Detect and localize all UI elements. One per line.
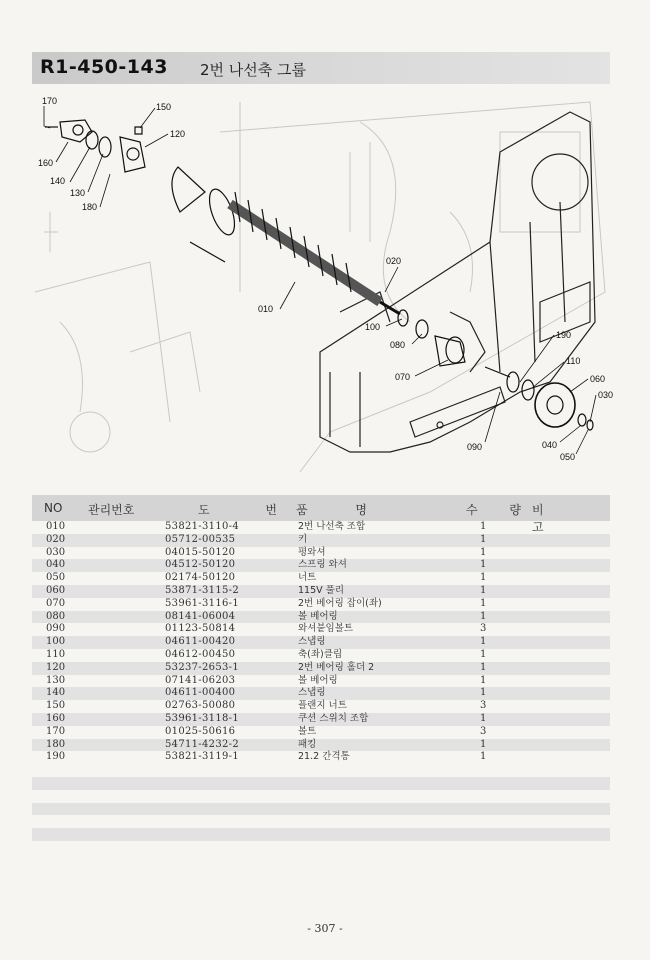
row-qty: 1 [480, 521, 487, 532]
row-qty: 1 [480, 610, 487, 622]
row-part-number: 07141-06203 [165, 674, 236, 686]
row-part-number: 54711-4232-2 [165, 738, 239, 750]
callout-170: 170 [42, 96, 58, 106]
row-no: 100 [46, 636, 66, 648]
group-code: R1-450-143 [40, 56, 168, 78]
row-part-number: 53961-3118-1 [165, 712, 239, 724]
table-row [32, 623, 610, 636]
col-remark: 비 고 [532, 503, 566, 534]
row-part-number: 53961-3116-1 [165, 597, 239, 609]
blank-row [32, 815, 610, 828]
row-part-number: 53821-3110-4 [165, 521, 239, 532]
row-qty: 1 [480, 533, 487, 545]
callout-150: 150 [156, 102, 172, 112]
parts-table [32, 495, 610, 841]
row-qty: 1 [480, 636, 487, 648]
table-row [32, 700, 610, 713]
callout-040: 040 [542, 440, 558, 450]
row-no: 040 [46, 559, 66, 571]
row-part-number: 53237-2653-1 [165, 661, 239, 673]
row-part-name: 쿠션 스위치 조합 [298, 712, 369, 724]
row-part-number: 04611-00400 [165, 687, 236, 699]
frame-plate [320, 112, 595, 452]
table-body [32, 521, 610, 764]
callout-120: 120 [170, 129, 186, 139]
blank-row [32, 764, 610, 777]
row-qty: 1 [480, 712, 487, 724]
row-qty: 1 [480, 687, 487, 699]
row-qty: 3 [480, 623, 487, 635]
callout-050: 050 [560, 452, 576, 462]
left-parts [45, 120, 145, 172]
callout-030: 030 [598, 390, 614, 400]
table-row [32, 726, 610, 739]
row-qty: 1 [480, 674, 487, 686]
blank-row [32, 777, 610, 790]
row-qty: 1 [480, 751, 487, 763]
row-part-number: 04015-50120 [165, 546, 236, 558]
row-qty: 3 [480, 700, 487, 712]
callout-130: 130 [70, 188, 86, 198]
callout-190: 190 [556, 330, 572, 340]
row-no: 080 [46, 610, 66, 622]
callout-100: 100 [365, 322, 381, 332]
row-no: 060 [46, 584, 66, 596]
row-part-name: 볼트 [298, 725, 317, 737]
row-part-number: 01025-50616 [165, 725, 236, 737]
callout-090: 090 [467, 442, 483, 452]
callout-110: 110 [566, 356, 581, 366]
table-row [32, 598, 610, 611]
row-part-name: 2번 베어링 잡이(좌) [298, 597, 382, 609]
row-part-name: 2번 나선축 조합 [298, 521, 366, 532]
row-part-name: 키 [298, 533, 308, 545]
row-qty: 1 [480, 597, 487, 609]
table-row [32, 649, 610, 662]
row-no: 020 [46, 533, 66, 545]
row-qty: 1 [480, 584, 487, 596]
callout-010: 010 [258, 304, 274, 314]
col-qty: 수 량 [466, 503, 535, 517]
col-part-number: 도 번 [198, 503, 303, 517]
row-no: 010 [46, 521, 66, 532]
row-no: 110 [46, 648, 66, 660]
row-part-name: 패킹 [298, 738, 317, 750]
row-part-number: 04612-00450 [165, 648, 236, 660]
row-no: 170 [46, 725, 66, 737]
row-part-name: 21.2 간격통 [298, 751, 350, 763]
row-part-name: 축(좌)클립 [298, 648, 343, 660]
row-no: 190 [46, 751, 66, 763]
table-row [32, 675, 610, 688]
page-number: - 307 - [307, 922, 343, 935]
row-part-name: 스냅링 [298, 687, 326, 699]
table-row [32, 572, 610, 585]
table-row [32, 611, 610, 624]
callout-060: 060 [590, 374, 606, 384]
row-part-name: 스냅링 [298, 636, 326, 648]
row-part-number: 04611-00420 [165, 636, 236, 648]
callout-020: 020 [386, 256, 402, 266]
row-qty: 3 [480, 725, 487, 737]
blank-row [32, 828, 610, 841]
row-part-number: 05712-00535 [165, 533, 236, 545]
row-part-number: 53871-3115-2 [165, 584, 239, 596]
row-part-name: 와셔붙임볼트 [298, 623, 354, 635]
row-part-name: 볼 베어링 [298, 674, 338, 686]
table-row [32, 521, 610, 534]
row-qty: 1 [480, 572, 487, 584]
callout-140: 140 [50, 176, 66, 186]
row-no: 070 [46, 597, 66, 609]
spiral-shaft [172, 167, 400, 314]
table-row [32, 636, 610, 649]
row-qty: 1 [480, 546, 487, 558]
table-row [32, 687, 610, 700]
row-part-name: 플랜지 너트 [298, 700, 347, 712]
row-qty: 1 [480, 559, 487, 571]
row-part-name: 2번 베어링 홀더 2 [298, 661, 375, 673]
row-part-number: 01123-50814 [165, 623, 236, 635]
row-part-name: 너트 [298, 572, 317, 584]
row-no: 140 [46, 687, 66, 699]
exploded-parts-diagram [30, 92, 620, 477]
row-part-name: 115V 풀리 [298, 584, 345, 596]
callout-160: 160 [38, 158, 54, 168]
table-row [32, 534, 610, 547]
row-no: 120 [46, 661, 66, 673]
callout-180: 180 [82, 202, 98, 212]
table-row [32, 751, 610, 764]
row-no: 030 [46, 546, 66, 558]
col-part-name: 품 명 [296, 503, 389, 517]
group-name: 2번 나선축 그룹 [200, 61, 307, 79]
table-row [32, 585, 610, 598]
row-qty: 1 [480, 661, 487, 673]
callout-080: 080 [390, 340, 406, 350]
row-part-number: 04512-50120 [165, 559, 236, 571]
row-part-number: 02763-50080 [165, 700, 236, 712]
row-part-name: 스프링 와셔 [298, 559, 347, 571]
table-row [32, 713, 610, 726]
title-bar [32, 52, 610, 84]
row-no: 180 [46, 738, 66, 750]
row-no: 090 [46, 623, 66, 635]
col-mgmt: 관리번호 [88, 503, 135, 517]
callout-labels [38, 96, 613, 462]
table-row [32, 662, 610, 675]
blank-row [32, 803, 610, 816]
table-row [32, 547, 610, 560]
row-part-number: 53821-3119-1 [165, 751, 239, 763]
row-qty: 1 [480, 738, 487, 750]
col-no: NO [44, 501, 63, 515]
table-row [32, 739, 610, 752]
callout-070: 070 [395, 372, 411, 382]
row-part-number: 08141-06004 [165, 610, 236, 622]
row-part-number: 02174-50120 [165, 572, 236, 584]
row-part-name: 볼 베어링 [298, 610, 338, 622]
row-no: 130 [46, 674, 66, 686]
row-part-name: 평와셔 [298, 546, 326, 558]
table-row [32, 559, 610, 572]
row-no: 150 [46, 700, 66, 712]
row-no: 050 [46, 572, 66, 584]
row-no: 160 [46, 712, 66, 724]
row-qty: 1 [480, 648, 487, 660]
blank-row [32, 790, 610, 803]
